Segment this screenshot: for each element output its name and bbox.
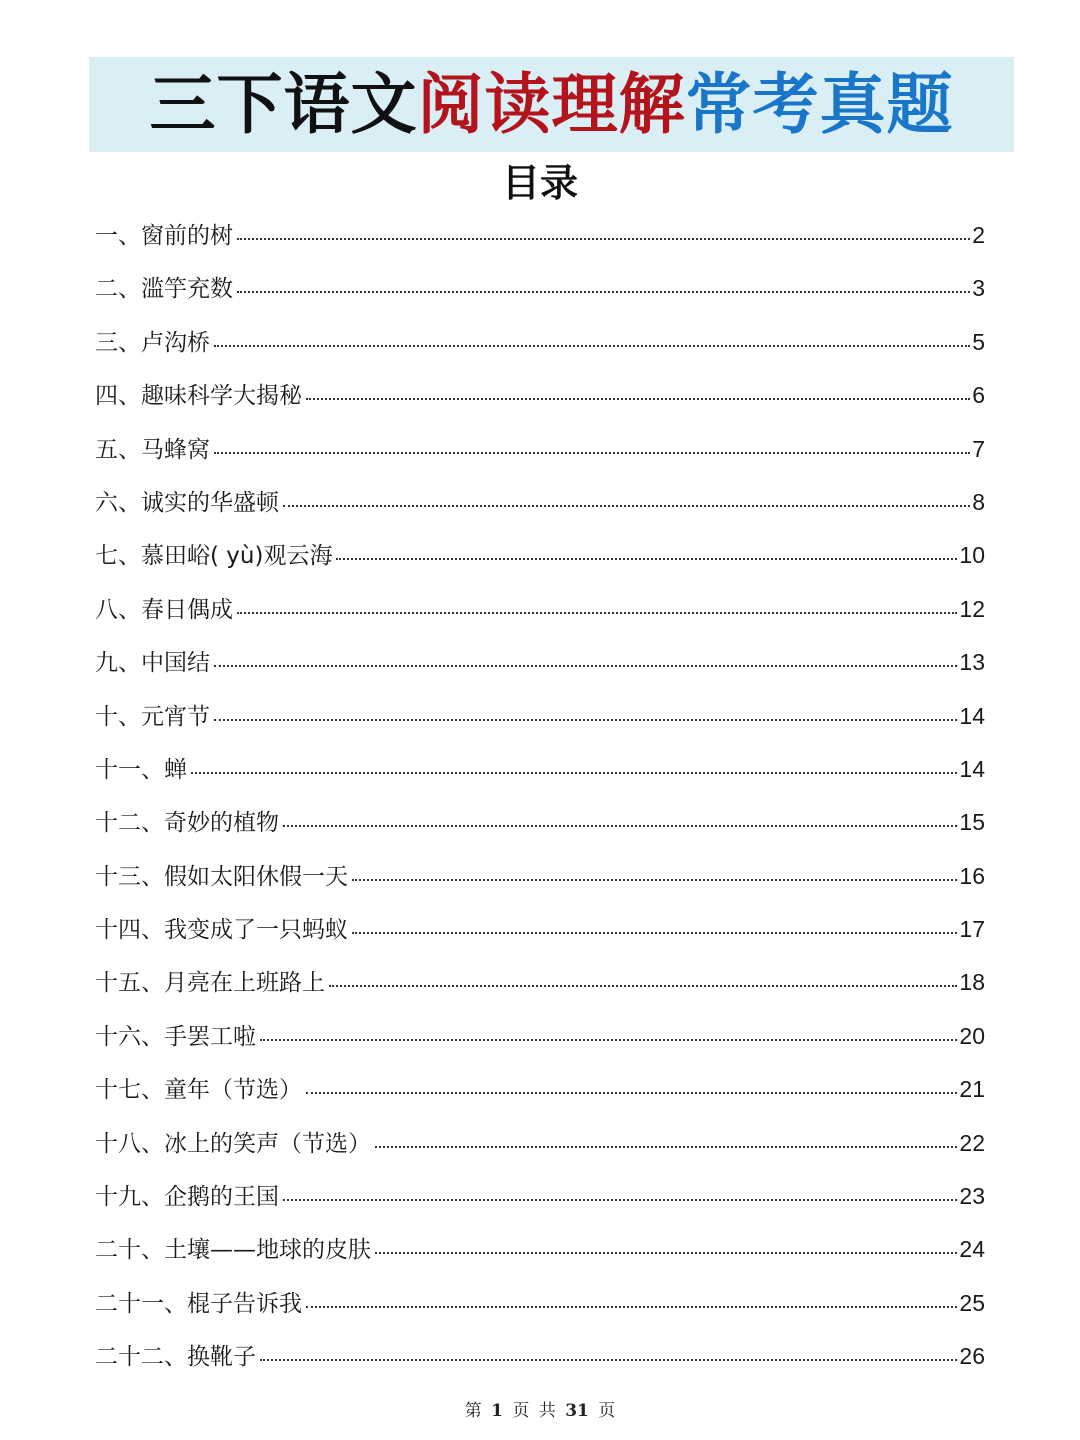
toc-entry-page-number: 10 xyxy=(959,542,985,569)
toc-entry-page-number: 24 xyxy=(959,1236,985,1263)
toc-entry-page-number: 12 xyxy=(959,595,985,622)
toc-entry-page-number: 25 xyxy=(959,1289,985,1316)
toc-entry[interactable] xyxy=(95,476,985,529)
toc-entry[interactable] xyxy=(95,529,985,582)
footer-suffix: 页 xyxy=(598,1401,616,1421)
toc-entry-title: 十四、我变成了一只蚂蚁 xyxy=(95,917,348,944)
toc-entry-title: 十、元宵节 xyxy=(95,703,210,730)
toc-dot-leader xyxy=(260,1359,957,1361)
toc-entry[interactable] xyxy=(95,369,985,422)
toc-entry[interactable] xyxy=(95,262,985,315)
footer-middle: 页 共 xyxy=(512,1401,556,1421)
toc-entry-title: 七、慕田峪( yù)观云海 xyxy=(95,543,333,570)
title-part-exam: 常考真题 xyxy=(685,65,954,143)
page-footer xyxy=(0,1396,1080,1421)
toc-entry-page-number: 13 xyxy=(959,649,985,676)
toc-entry[interactable] xyxy=(95,1277,985,1330)
toc-entry-page-number: 21 xyxy=(959,1076,985,1103)
toc-dot-leader xyxy=(237,238,970,240)
toc-dot-leader xyxy=(214,345,970,347)
toc-dot-leader xyxy=(214,665,957,667)
toc-entry-page-number: 22 xyxy=(959,1129,985,1156)
toc-entry-title: 八、春日偶成 xyxy=(95,596,233,623)
toc-entry[interactable] xyxy=(95,956,985,1009)
toc-entry-title: 十三、假如太阳休假一天 xyxy=(95,863,348,890)
title-part-grade-subject: 三下语文 xyxy=(149,65,418,143)
toc-entry[interactable] xyxy=(95,796,985,849)
toc-entry-title: 九、中国结 xyxy=(95,650,210,677)
toc-entry[interactable] xyxy=(95,1170,985,1223)
toc-entry-page-number: 5 xyxy=(972,328,985,355)
toc-dot-leader xyxy=(306,1306,957,1308)
toc-entry[interactable] xyxy=(95,903,985,956)
title-banner xyxy=(89,57,1014,152)
toc-heading: 目录 xyxy=(501,160,578,205)
toc-entry-page-number: 20 xyxy=(959,1022,985,1049)
toc-dot-leader xyxy=(306,1092,957,1094)
toc-entry-title: 二十、土壤——地球的皮肤 xyxy=(95,1237,371,1264)
footer-total-pages: 31 xyxy=(565,1401,589,1421)
toc-entry-page-number: 8 xyxy=(972,488,985,515)
toc-entry[interactable] xyxy=(95,690,985,743)
toc-entry-page-number: 6 xyxy=(972,382,985,409)
toc-entry[interactable] xyxy=(95,636,985,689)
toc-entry-page-number: 26 xyxy=(959,1343,985,1370)
toc-entry[interactable] xyxy=(95,316,985,369)
toc-entry-page-number: 7 xyxy=(972,435,985,462)
toc-entry-title: 一、窗前的树 xyxy=(95,223,233,249)
toc-entry-page-number: 14 xyxy=(959,702,985,729)
toc-entry[interactable] xyxy=(95,209,985,262)
toc-entry-title: 二十二、换靴子 xyxy=(95,1344,256,1371)
toc-entry-title: 五、马蜂窝 xyxy=(95,436,210,463)
toc-dot-leader xyxy=(336,558,957,560)
toc-entry-title: 四、趣味科学大揭秘 xyxy=(95,383,302,410)
toc-dot-leader xyxy=(306,398,970,400)
toc-entry[interactable] xyxy=(95,743,985,796)
toc-dot-leader xyxy=(352,879,957,881)
toc-entry-title: 十七、童年（节选） xyxy=(95,1077,302,1104)
document-title xyxy=(149,65,954,143)
toc-entry-title: 十六、手罢工啦 xyxy=(95,1023,256,1050)
toc-entry-title: 十九、企鹅的王国 xyxy=(95,1184,279,1211)
toc-entry-page-number: 2 xyxy=(972,222,985,248)
table-of-contents xyxy=(95,209,985,1384)
toc-entry-page-number: 3 xyxy=(972,275,985,302)
toc-entry[interactable] xyxy=(95,1010,985,1063)
toc-entry-title: 三、卢沟桥 xyxy=(95,329,210,356)
title-part-reading: 阅读理解 xyxy=(417,65,686,143)
toc-entry-title: 十二、奇妙的植物 xyxy=(95,810,279,837)
toc-dot-leader xyxy=(237,291,970,293)
toc-entry-title: 二十一、棍子告诉我 xyxy=(95,1290,302,1317)
toc-entry-page-number: 17 xyxy=(959,916,985,943)
toc-entry[interactable] xyxy=(95,1223,985,1276)
toc-dot-leader xyxy=(375,1252,957,1254)
toc-dot-leader xyxy=(283,825,957,827)
toc-dot-leader xyxy=(260,1039,957,1041)
toc-entry-page-number: 14 xyxy=(959,755,985,782)
toc-entry-page-number: 15 xyxy=(959,809,985,836)
toc-dot-leader xyxy=(214,719,957,721)
toc-entry-title: 二、滥竽充数 xyxy=(95,276,233,303)
toc-entry[interactable] xyxy=(95,583,985,636)
toc-entry[interactable] xyxy=(95,1117,985,1170)
toc-dot-leader xyxy=(191,772,957,774)
footer-current-page: 1 xyxy=(491,1401,503,1421)
toc-dot-leader xyxy=(214,452,970,454)
toc-entry-page-number: 16 xyxy=(959,862,985,889)
toc-dot-leader xyxy=(352,932,957,934)
toc-entry-title: 十八、冰上的笑声（节选） xyxy=(95,1130,371,1157)
toc-dot-leader xyxy=(283,505,970,507)
footer-prefix: 第 xyxy=(464,1401,482,1421)
toc-dot-leader xyxy=(237,612,957,614)
toc-dot-leader xyxy=(329,985,957,987)
toc-entry[interactable] xyxy=(95,1063,985,1116)
toc-entry-page-number: 23 xyxy=(959,1183,985,1210)
toc-entry-page-number: 18 xyxy=(959,969,985,996)
toc-entry-title: 十五、月亮在上班路上 xyxy=(95,970,325,997)
toc-entry[interactable] xyxy=(95,1330,985,1383)
toc-dot-leader xyxy=(283,1199,957,1201)
toc-entry[interactable] xyxy=(95,423,985,476)
toc-entry-title: 十一、蝉 xyxy=(95,756,187,783)
toc-entry[interactable] xyxy=(95,850,985,903)
toc-entry-title: 六、诚实的华盛顿 xyxy=(95,489,279,516)
toc-dot-leader xyxy=(375,1146,957,1148)
